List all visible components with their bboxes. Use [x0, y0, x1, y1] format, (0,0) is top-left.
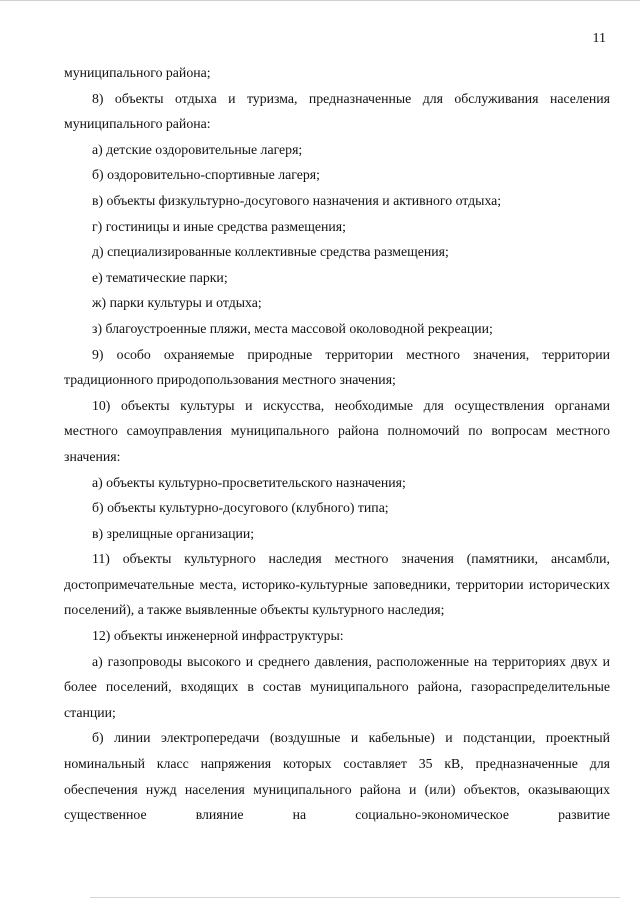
paragraph-10: 9) особо охраняемые природные территории местного значения, территории традиционного природопользования местного значения; — [64, 346, 610, 388]
paragraph-12: а) объекты культурно-просветительского назначения; — [92, 474, 406, 490]
paragraph-9: з) благоустроенные пляжи, места массовой околоводной рекреации; — [92, 320, 493, 336]
paragraph-6: д) специализированные коллективные средства размещения; — [92, 244, 449, 260]
document-body — [64, 60, 610, 828]
paragraph-5: г) гостиницы и иные средства размещения; — [92, 218, 346, 234]
paragraph-1: 8) объекты отдыха и туризма, предназначенные для обслуживания населения муниципального района: — [64, 90, 610, 132]
page-number: 11 — [592, 31, 606, 46]
paragraph-13: б) объекты культурно-досугового (клубного) типа; — [92, 500, 389, 516]
paragraph-16: 12) объекты инженерной инфраструктуры: — [92, 628, 344, 644]
scan-edge-bottom — [90, 897, 620, 898]
paragraph-11: 10) объекты культуры и искусства, необходимые для осуществления органами местного самоуправления муниципального района полномочий по вопросам местного значения: — [64, 397, 610, 464]
paragraph-18: б) линии электропередачи (воздушные и кабельные) и подстанции, проектный номинальный класс напряжения которых составляет 35 кВ, предназначенные для обеспечения нужд населения муниципального района и (или) объектов, оказывающих существенное влияние на социально-экономическое развитие — [64, 730, 610, 823]
paragraph-14: в) зрелищные организации; — [92, 525, 255, 541]
paragraph-17: а) газопроводы высокого и среднего давления, расположенные на территориях двух и более поселений, входящих в состав муниципального района, газораспределительные станции; — [64, 653, 610, 720]
paragraph-7: е) тематические парки; — [92, 269, 228, 285]
paragraph-4: в) объекты физкультурно-досугового назначения и активного отдыха; — [92, 192, 502, 208]
paragraph-2: а) детские оздоровительные лагеря; — [92, 141, 303, 157]
scan-edge-top — [0, 0, 640, 1]
paragraph-8: ж) парки культуры и отдыха; — [92, 295, 262, 311]
paragraph-15: 11) объекты культурного наследия местного значения (памятники, ансамбли, достопримечательные места, историко-культурные заповедники, территории исторических поселений), а также выявленные объекты культурного наследия; — [64, 551, 610, 618]
paragraph-3: б) оздоровительно-спортивные лагеря; — [92, 167, 320, 183]
paragraph-0: муниципального района; — [64, 65, 211, 80]
